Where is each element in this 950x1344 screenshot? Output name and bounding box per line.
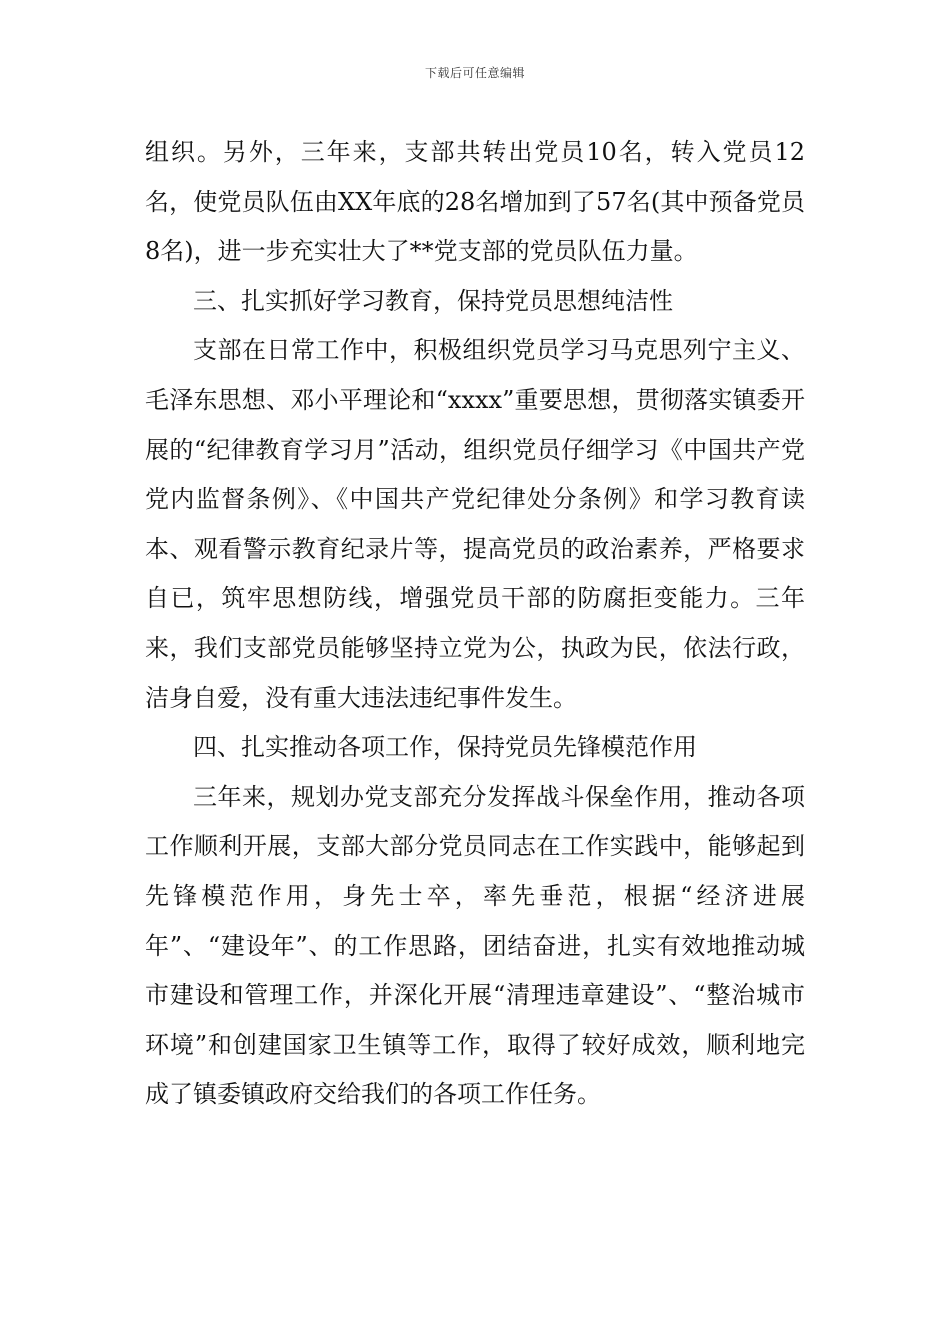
page-header: 下载后可任意编辑 bbox=[424, 66, 525, 80]
section-heading-4: 四、扎实推动各项工作，保持党员先锋模范作用 bbox=[193, 733, 697, 762]
paragraph-study-education: 支部在日常工作中，积极组织党员学习马克思列宁主义、毛泽东思想、邓小平理论和“xxxx”重要思想，贯彻落实镇委开展的“纪律教育学习月”活动，组织党员仔细学习《中国共产党党内监督条例》、《中国共产党纪律处分条例》和学习教育读本、观看警示教育纪录片等，提高党员的政治素养，严格要求自已，筑牢思想防线，增强党员干部的防腐拒变能力。三年来，我们支部党员能够坚持立党为公，执政为民，依法行政，洁身自爱，没有重大违法违纪事件发生。 bbox=[145, 336, 805, 712]
document-body bbox=[145, 128, 805, 1120]
paragraph-work-promotion: 三年来，规划办党支部充分发挥战斗保垒作用，推动各项工作顺利开展，支部大部分党员同志在工作实践中，能够起到先锋模范作用，身先士卒，率先垂范，根据“经济进展年”、“建设年”、的工作思路，团结奋进，扎实有效地推动城市建设和管理工作，并深化开展“清理违章建设”、“整治城市环境”和创建国家卫生镇等工作，取得了较好成效，顺利地完成了镇委镇政府交给我们的各项工作任务。 bbox=[145, 782, 805, 1109]
paragraph-continuation: 组织。另外，三年来，支部共转出党员10名，转入党员12名，使党员队伍由XX年底的28名增加到了57名(其中预备党员8名)，进一步充实壮大了**党支部的党员队伍力量。 bbox=[145, 138, 805, 266]
section-heading-3: 三、扎实抓好学习教育，保持党员思想纯洁性 bbox=[193, 286, 673, 315]
